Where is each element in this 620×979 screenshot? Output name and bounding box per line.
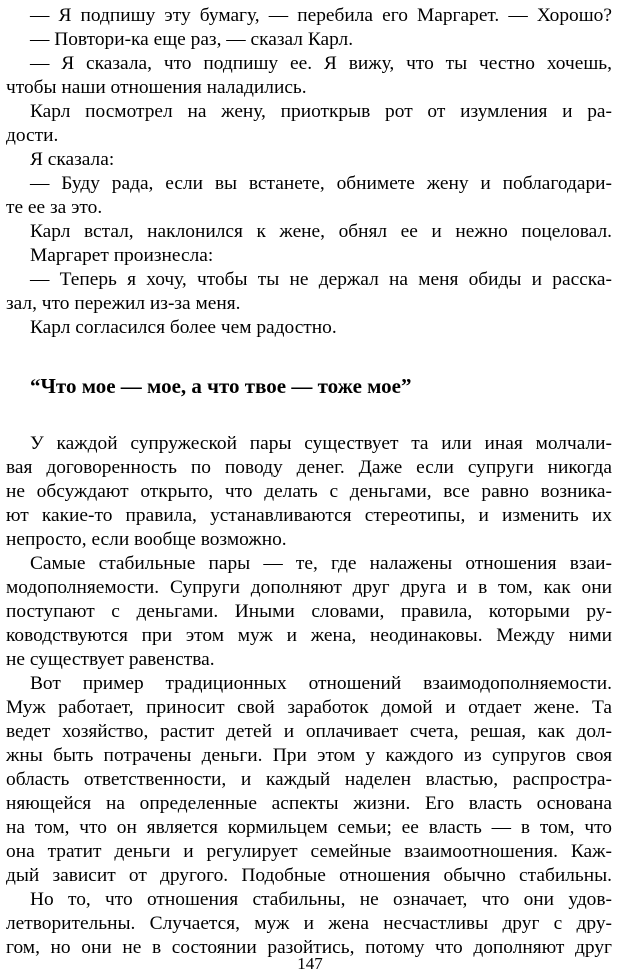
text-line: Вот пример традиционных отношений взаимодополняемости.	[30, 673, 612, 694]
text-line: дости.	[6, 125, 59, 146]
text-line: ководствуются при этом муж и жена, неодинаковы. Между ними	[6, 625, 612, 646]
text-line: те ее за это.	[6, 197, 103, 218]
text-line: Я сказала:	[30, 149, 115, 170]
text-line: не обсуждают открыто, что делать с деньгами, все равно возника-	[6, 481, 612, 502]
text-line: Но то, что отношения стабильны, не означает, что они удов-	[30, 889, 612, 910]
text-line: — Я сказала, что подпишу ее. Я вижу, что ты честно хочешь,	[30, 53, 612, 74]
text-line: не существует равенства.	[6, 649, 215, 670]
text-line: модополняемости. Супруги дополняют друг друга и в том, как они	[6, 577, 612, 598]
section-heading: “Что мое — мое, а что твое — тоже мое”	[30, 374, 412, 398]
text-line: поступают с деньгами. Иными словами, правила, которыми ру-	[6, 601, 612, 622]
text-line: — Теперь я хочу, чтобы ты не держал на меня обиды и расска-	[30, 269, 612, 290]
text-line: — Буду рада, если вы встанете, обнимете жену и поблагодари-	[30, 173, 612, 194]
text-line: на том, что он является кормильцем семьи; ее власть — в том, что	[6, 817, 612, 838]
text-line: Карл посмотрел на жену, приоткрыв рот от изумления и ра-	[30, 101, 612, 122]
text-line: Маргарет произнесла:	[30, 245, 214, 266]
text-line: У каждой супружеской пары существует та или иная молчали-	[30, 433, 612, 454]
page-number: 147	[297, 954, 323, 973]
text-line: Карл встал, наклонился к жене, обнял ее и нежно поцеловал.	[30, 221, 612, 242]
text-line: она тратит деньги и регулирует семейные взаимоотношения. Каж-	[6, 841, 612, 862]
text-line: область ответственности, и каждый наделен властью, распростра-	[6, 769, 612, 790]
text-line: — Повтори-ка еще раз, — сказал Карл.	[30, 29, 354, 50]
text-line: Самые стабильные пары — те, где налажены отношения взаи-	[30, 553, 612, 574]
text-line: летворительны. Случается, муж и жена несчастливы друг с дру-	[6, 913, 612, 934]
text-line: непросто, если вообще возможно.	[6, 529, 287, 550]
text-line: — Я подпишу эту бумагу, — перебила его Маргарет. — Хорошо?	[30, 5, 612, 26]
text-line: жны быть потрачены деньги. При этом у каждого из супругов своя	[6, 745, 612, 766]
text-line: чтобы наши отношения наладились.	[6, 77, 307, 98]
text-line: ют какие-то правила, устанавливаются стереотипы, и изменить их	[6, 505, 612, 526]
text-line: ведет хозяйство, растит детей и оплачивает счета, решая, как дол-	[6, 721, 612, 742]
text-line: гом, но они не в состоянии разойтись, потому что дополняют друг	[6, 937, 612, 958]
text-line: дый зависит от другого. Подобные отношения обычно стабильны.	[6, 865, 612, 886]
text-line: Карл согласился более чем радостно.	[30, 317, 337, 338]
text-line: няющейся на определенные аспекты жизни. Его власть основана	[6, 793, 612, 814]
text-line: вая договоренность по поводу денег. Даже если супруги никогда	[6, 457, 612, 478]
text-line: зал, что пережил из-за меня.	[6, 293, 241, 314]
text-line: Муж работает, приносит свой заработок домой и отдает жене. Та	[6, 697, 612, 718]
